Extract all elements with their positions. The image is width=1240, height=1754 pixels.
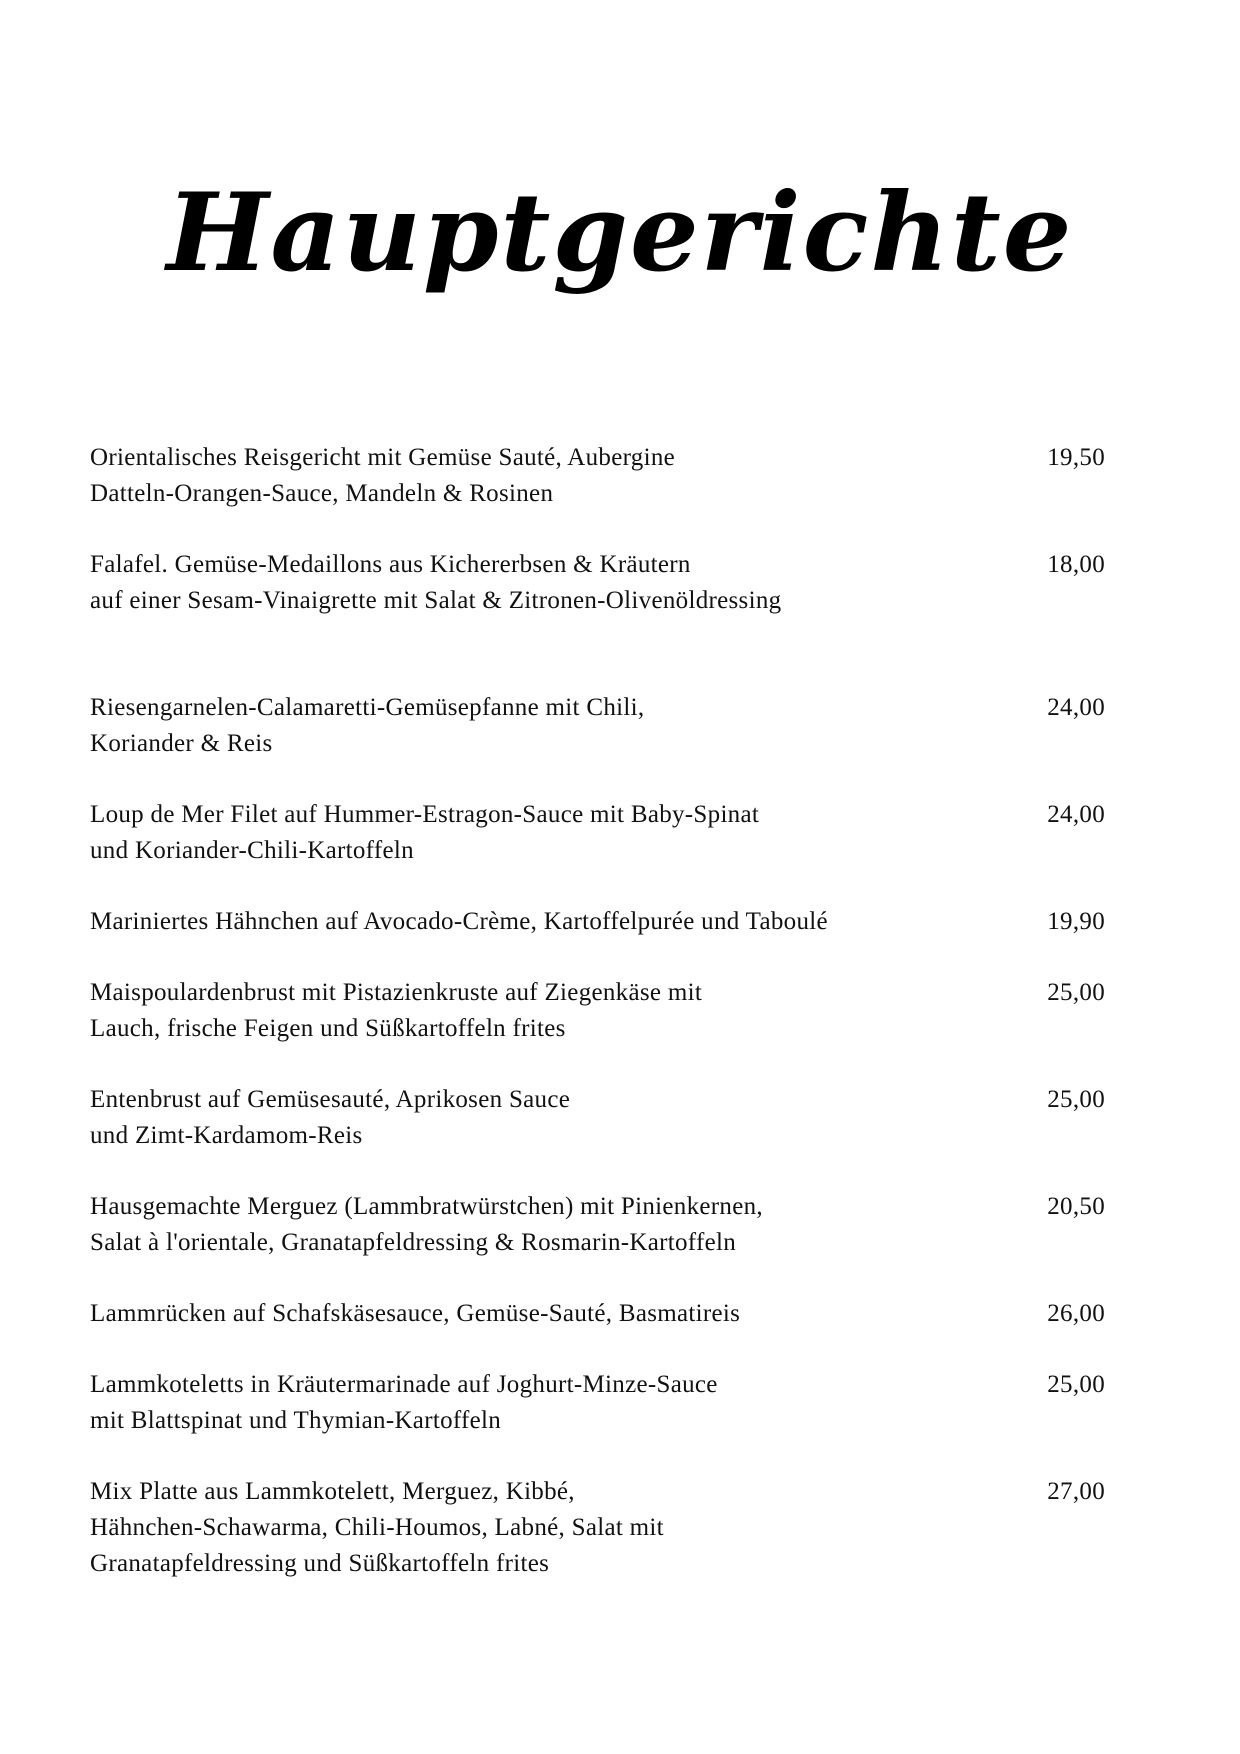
menu-item-price: 25,00 [1047,1371,1105,1398]
menu-item-price: 19,90 [1047,908,1105,935]
menu-item-price: 24,00 [1047,694,1105,721]
menu-item-description: Hausgemachte Merguez (Lammbratwürstchen) mit Pinienkernen, Salat à l'orientale, Granatapfeldressing & Rosmarin-Kartoffeln [90,1193,763,1256]
menu-item-price: 25,00 [1047,1086,1105,1113]
menu-item-description: Loup de Mer Filet auf Hummer-Estragon-Sauce mit Baby-Spinat und Koriander-Chili-Kartoffeln [90,801,760,864]
menu-item-description: Falafel. Gemüse-Medaillons aus Kichererbsen & Kräutern auf einer Sesam-Vinaigrette mit Salat & Zitronen-Olivenöldressing [90,551,782,614]
menu-item-price: 25,00 [1047,979,1105,1006]
menu-item-description: Mix Platte aus Lammkotelett, Merguez, Kibbé, Hähnchen-Schawarma, Chili-Houmos, Labné, Salat mit Granatapfeldressing und Süßkartoffeln frites [90,1478,664,1577]
page-title: Hauptgerichte [166,170,1074,296]
menu-item-price: 27,00 [1047,1478,1105,1505]
menu-item-price: 19,50 [1047,444,1105,471]
menu-item-description: Lammkoteletts in Kräutermarinade auf Joghurt-Minze-Sauce mit Blattspinat und Thymian-Kartoffeln [90,1371,718,1434]
menu-item-price: 20,50 [1047,1193,1105,1220]
menu-item-description: Orientalisches Reisgericht mit Gemüse Sauté, Aubergine Datteln-Orangen-Sauce, Mandeln & Rosinen [90,444,676,507]
menu-item-price: 26,00 [1047,1300,1105,1327]
menu-item-description: Entenbrust auf Gemüsesauté, Aprikosen Sauce und Zimt-Kardamom-Reis [90,1086,571,1149]
menu-item-price: 18,00 [1047,551,1105,578]
menu-item-description: Mariniertes Hähnchen auf Avocado-Crème, Kartoffelpurée und Taboulé [90,908,828,935]
menu-item-description: Lammrücken auf Schafskäsesauce, Gemüse-Sauté, Basmatireis [90,1300,741,1327]
menu-item-description: Maispoulardenbrust mit Pistazienkruste auf Ziegenkäse mit Lauch, frische Feigen und Süßkartoffeln frites [90,979,703,1042]
menu-item-price: 24,00 [1047,801,1105,828]
menu-item-description: Riesengarnelen-Calamaretti-Gemüsepfanne mit Chili, Koriander & Reis [90,694,645,757]
